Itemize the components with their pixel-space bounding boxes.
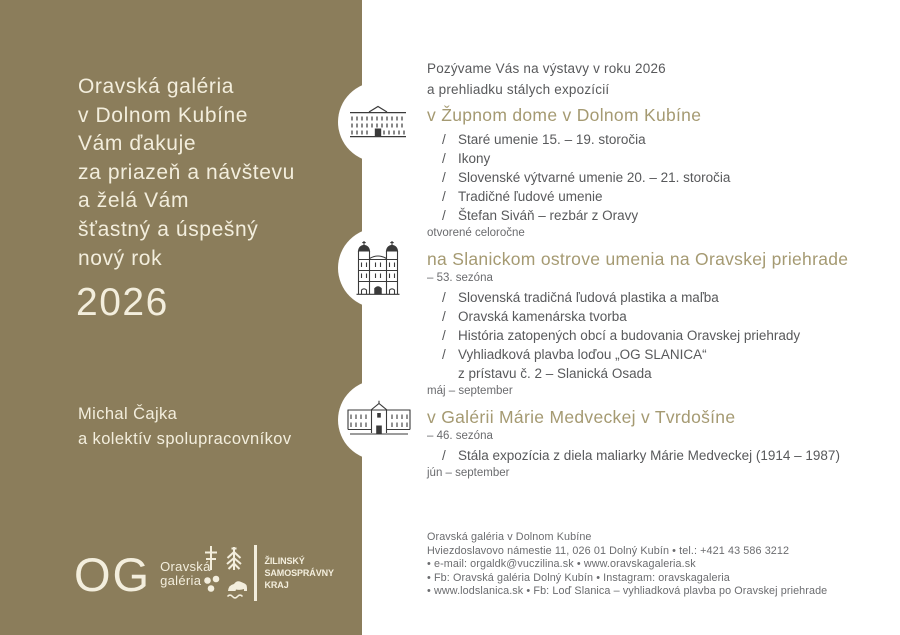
greeting-line: v Dolnom Kubíne	[78, 103, 249, 127]
season-label: – 53. sezóna	[427, 272, 493, 284]
year-2026: 2026	[76, 281, 169, 324]
contact-line: Hviezdoslavovo námestie 11, 026 01 Dolný Kubín • tel.: +421 43 586 3212	[427, 544, 790, 557]
slash-marker: /	[442, 151, 446, 166]
zilinsky-kraj-coat-of-arms-icon	[201, 544, 247, 602]
section-title-slanica: na Slanickom ostrove umenia na Oravskej priehrade	[427, 249, 849, 269]
greeting-line: nový rok	[78, 246, 163, 270]
list-item: / Slovenské výtvarné umenie 20. – 21. storočia	[442, 170, 731, 185]
greeting-line: šťastný a úspešný	[78, 217, 259, 241]
zilinsky-kraj-logo	[201, 544, 334, 602]
zsk-logo-divider	[254, 545, 257, 601]
greeting-line: a želá Vám	[78, 189, 190, 213]
slash-marker: /	[442, 309, 446, 324]
slash-marker: /	[442, 189, 446, 204]
list-item-continuation: z prístavu č. 2 – Slanická Osada	[458, 366, 652, 381]
slash-marker: /	[442, 290, 446, 305]
slash-marker: /	[442, 208, 446, 223]
contact-info	[427, 531, 887, 599]
intro-text: Pozývame Vás na výstavy v roku 2026 a prehliadku stálych expozícií	[427, 61, 666, 97]
list-item: / Oravská kamenárska tvorba	[442, 309, 627, 324]
exhibition-list-slanica	[427, 288, 882, 383]
contact-line: Oravská galéria v Dolnom Kubíne	[427, 531, 592, 543]
list-item: / Štefan Siváň – rezbár z Oravy	[442, 208, 639, 223]
section-title-medvecka: v Galérii Márie Medveckej v Tvrdošíne	[427, 407, 736, 427]
slash-marker: /	[442, 328, 446, 343]
list-item: / Slovenská tradičná ľudová plastika a maľba	[442, 290, 719, 305]
slash-marker: /	[442, 132, 446, 147]
greeting-line: Oravská galéria	[78, 75, 235, 98]
greeting-line: Vám ďakuje	[78, 132, 197, 156]
contact-line: • e-mail: orgaldk@vuczilina.sk • www.oravskagaleria.sk	[427, 558, 696, 570]
list-item: / Stála expozícia z diela maliarky Márie Medveckej (1914 – 1987)	[442, 448, 840, 463]
slanica-church-icon	[355, 240, 401, 296]
opening-note: máj – september	[427, 385, 513, 397]
medvecka-gallery-icon	[347, 400, 411, 440]
list-item: / História zatopených obcí a budovania Oravskej priehrady	[442, 328, 801, 343]
list-item: / Ikony	[442, 151, 491, 166]
list-item: / Vyhliadková plavba loďou „OG SLANICA“	[442, 347, 707, 362]
opening-note: jún – september	[427, 467, 510, 479]
opening-note: otvorené celoročne	[427, 227, 525, 239]
list-item: / Staré umenie 15. – 19. storočia	[442, 132, 646, 147]
zsk-logo-text: ŽILINSKÝ SAMOSPRÁVNY KRAJ	[264, 556, 334, 590]
slash-marker: /	[442, 448, 446, 463]
oravska-galeria-logo	[74, 548, 211, 601]
exhibitions-column	[427, 58, 882, 482]
contact-line: • www.lodslanica.sk • Fb: Loď Slanica – vyhliadková plavba po Oravskej priehrade	[427, 585, 828, 597]
contact-line: • Fb: Oravská galéria Dolný Kubín • Instagram: oravskagaleria	[427, 571, 730, 584]
zupny-dom-building-icon	[348, 105, 408, 139]
list-item: / Tradičné ľudové umenie	[442, 189, 603, 204]
signature-line: Michal Čajka	[78, 405, 178, 423]
og-logo-name: Oravská galéria	[160, 559, 211, 588]
slash-marker: /	[442, 347, 446, 362]
greeting-text	[78, 73, 295, 273]
og-monogram: OG	[74, 548, 152, 601]
exhibition-list-medvecka	[427, 446, 882, 465]
section-title-zupny-dom: v Župnom dome v Dolnom Kubíne	[427, 105, 702, 125]
greeting-line: za priazeň a návštevu	[78, 160, 295, 184]
slash-marker: /	[442, 170, 446, 185]
signature-text	[78, 402, 292, 452]
season-label: – 46. sezóna	[427, 430, 493, 442]
exhibition-list-zupny-dom	[427, 130, 882, 225]
signature-line: a kolektív spolupracovníkov	[78, 430, 292, 448]
